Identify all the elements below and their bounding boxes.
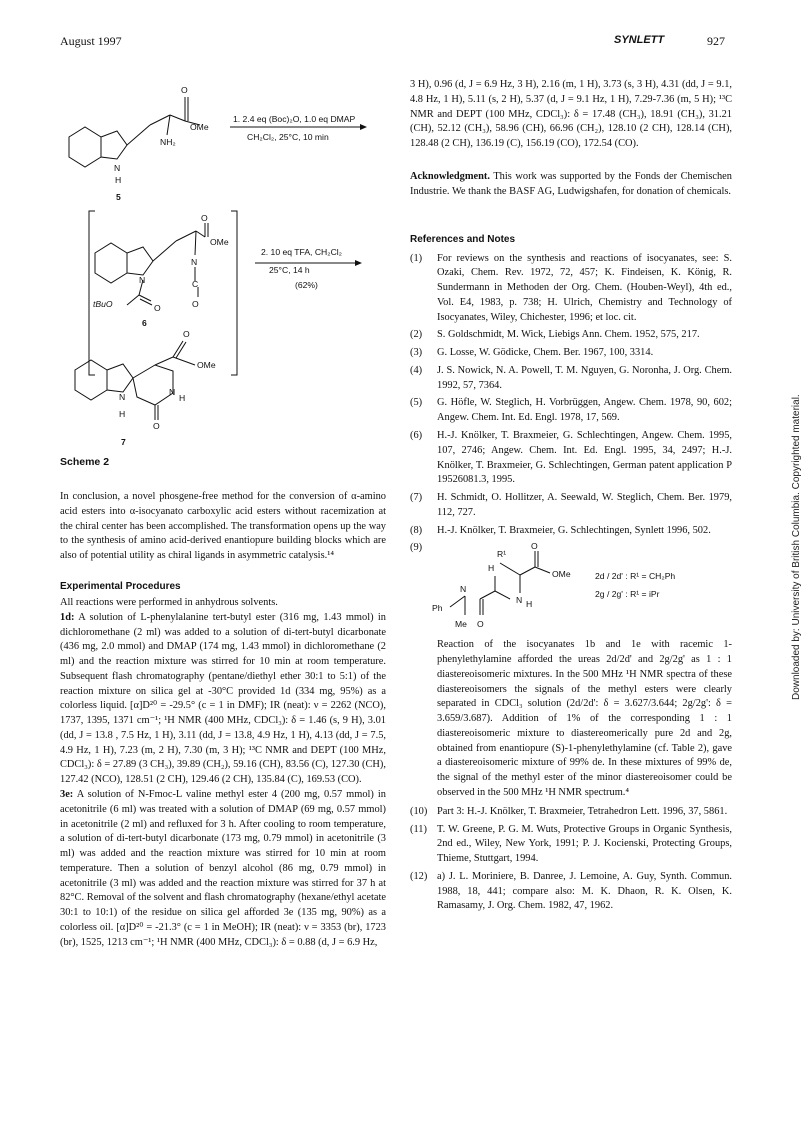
urea-structure bbox=[410, 541, 732, 636]
scheme-caption: Scheme 2 bbox=[60, 456, 110, 468]
compound-5-number: 5 bbox=[116, 192, 121, 202]
compound-5-pyrrole-ring bbox=[101, 131, 127, 159]
c6-o-label: O bbox=[201, 213, 208, 223]
step1-reagents: 1. 2.4 eq (Boc)₂O, 1.0 eq DMAP bbox=[233, 114, 356, 124]
urea-me-label: Me bbox=[455, 619, 467, 630]
acknowledgment-label: Acknowledgment. bbox=[410, 170, 490, 182]
c7-n2-label: N bbox=[169, 387, 176, 397]
acknowledgment bbox=[410, 170, 732, 200]
page-number: 927 bbox=[707, 34, 725, 48]
urea-ph-label: Ph bbox=[432, 603, 443, 614]
reference-item bbox=[410, 364, 732, 394]
note-9-text: Reaction of the isocyanates 1b and 1e with racemic 1-phenylethylamine afforded the ureas 2d/2d' and 2g/2g' as 1 : 1 diastereoisomeric mixtures. In the 500 MHz ¹H NMR spectra of these diastereoisomers the signals of the methyl esters were clearly separated in CDCl₃ solution (2d/2d': δ = 3.627/3.644; 2g/2g': δ = 3.659/3.687). Addition of 1% of the corresponding 1 : 1 diastereoisomeric mixture to diastereomerically pure 2d and 2g, obtained from enantiopure (S)-1-phenylethylamine (cf. Table 2), gave a diastereoisomeric mixture of 99% de. In these mixtures of 99% de, the signal of the methyl ester of the minor diastereoisomer could be observed in the 500 MHz ¹H NMR spectrum.⁴ bbox=[437, 639, 732, 798]
reference-number: (4) bbox=[410, 364, 423, 376]
c5-ome-label: OMe bbox=[190, 122, 209, 132]
reference-item bbox=[410, 396, 732, 426]
reference-item bbox=[410, 524, 732, 539]
reference-item bbox=[410, 328, 732, 343]
urea-o2-label: O bbox=[477, 619, 484, 630]
urea-compound-2g: 2g / 2g' : R¹ = iPr bbox=[595, 589, 660, 600]
reference-number: (11) bbox=[410, 823, 427, 835]
reference-number: (12) bbox=[410, 870, 428, 882]
c6-c-label: C bbox=[192, 279, 199, 289]
reference-text: a) J. L. Moriniere, B. Danree, J. Lemoine, A. Guy, Synth. Commun. 1988, 18, 441; compare also: M. K. Dhaon, R. K. Olsen, K. Ramasamy, J. Org. Chem. 1982, 47, 1962. bbox=[437, 870, 732, 912]
acknowledgment-text: This work was supported by the Fonds der Chemischen Industrie. We thank the BASF AG, Ludwigshafen, for donation of chemicals. bbox=[410, 170, 732, 197]
scheme-2-figure bbox=[55, 75, 390, 450]
c6-n-label: N bbox=[191, 257, 198, 267]
reference-text: T. W. Greene, P. G. M. Wuts, Protective Groups in Organic Synthesis, 2nd ed., Wiley, New York, 1991; P. J. Kocienski, Protecting Groups, Thieme, Stuttgart, 1994. bbox=[437, 823, 732, 865]
conclusion-paragraph: In conclusion, a novel phosgene-free method for the conversion of α-amino acid esters into α-isocyanato carboxylic acid esters without racemization at the chiral center has been accomplished. The transformation opens up the way to the synthesis of amino acid-derived enantiopure building blocks which are also of potential utility as chiral ligands in asymmetric catalysis.¹⁴ bbox=[60, 491, 386, 562]
reference-number: (9) bbox=[410, 542, 423, 554]
reference-number: (1) bbox=[410, 252, 423, 264]
step2-yield: (62%) bbox=[295, 280, 318, 290]
reference-item bbox=[410, 346, 732, 361]
urea-o-label: O bbox=[531, 541, 538, 552]
left-column bbox=[60, 490, 386, 950]
reference-number: (3) bbox=[410, 347, 423, 359]
step2-conditions: 25°C, 14 h bbox=[269, 265, 310, 275]
c5-n-label: N bbox=[114, 163, 121, 173]
procedure-3e-label: 3e: bbox=[60, 788, 74, 800]
reference-text: J. S. Nowick, N. A. Powell, T. M. Nguyen, G. Noronha, J. Org. Chem. 1992, 57, 7364. bbox=[437, 364, 732, 391]
compound-6-benzene-ring bbox=[95, 243, 127, 283]
header-date: August 1997 bbox=[60, 34, 122, 48]
reference-number: (5) bbox=[410, 397, 423, 409]
urea-h-label: H bbox=[488, 563, 495, 574]
journal-name: SYNLETT bbox=[614, 34, 665, 46]
urea-h2-label: H bbox=[526, 599, 533, 610]
urea-ome-label: OMe bbox=[552, 569, 571, 580]
c6-o3-label: O bbox=[154, 303, 161, 313]
experimental-intro: All reactions were performed in anhydrous solvents. bbox=[60, 597, 278, 609]
c7-o-label: O bbox=[183, 329, 190, 339]
c6-o2-label: O bbox=[192, 299, 199, 309]
c5-h-label: H bbox=[115, 175, 122, 185]
step2-reagents: 2. 10 eq TFA, CH₂Cl₂ bbox=[261, 247, 343, 257]
procedure-1d-text: A solution of L-phenylalanine tert-butyl ester (316 mg, 1.43 mmol) in dichloromethane (2 ml) was added to a solution of di-tert-butyl dicarbonate (436 mg, 2.0 mmol) and DMAP (174 mg, 1.43 mmol) in dichloromethane (2 ml) and the reaction mixture was stirred for 10 min at room temperature. Subsequent flash chromatography (pentane/diethyl ether 30:1 to 5:1) of the reaction mixture on silica gel at -30°C provided 1d (334 mg, 95%) as a colorless liquid. [α]D²⁰ = -29.5° (c = 1 in DMF); IR (neat): ν = 2262 (NCO), 1737, 1395, 1371 cm⁻¹; ¹H NMR (400 MHz, CDCl₃): δ = 1.46 (s, 9 H), 3.01 (dd, J = 13.8 , 7.5 Hz, 1 H), 3.11 (dd, J = 13.8, 4.9 Hz, 1 H), 4.13 (dd, J = 7.5, 4.9 Hz, 1 H), 7.23 (m, 2 H), 7.30 (m, 3 H); ¹³C NMR and DEPT (100 MHz, CDCl₃): δ = 27.89 (3 CH₃), 39.89 (CH₂), 59.16 (CH), 83.56 (C), 127.30 (CH), 127.42 (NCO), 128.51 (2 CH), 129.46 (2 CH), 135.84 (C), 169.53 (CO). bbox=[60, 611, 386, 786]
reference-text: G. Losse, W. Gödicke, Chem. Ber. 1967, 100, 3314. bbox=[437, 347, 654, 359]
c7-h2-label: H bbox=[119, 409, 126, 419]
reference-text: H.-J. Knölker, T. Braxmeier, G. Schlechtingen, Synlett 1996, 502. bbox=[437, 524, 711, 536]
experimental-heading: Experimental Procedures bbox=[60, 580, 181, 592]
compound-5-benzene-ring bbox=[69, 127, 101, 167]
reference-item bbox=[410, 429, 732, 488]
compound-7-benzene-ring bbox=[75, 360, 107, 400]
reference-number: (8) bbox=[410, 524, 423, 536]
c5-nh2-label: NH₂ bbox=[160, 137, 176, 147]
c6-ome-label: OMe bbox=[210, 237, 229, 247]
reference-number: (2) bbox=[410, 329, 423, 341]
watermark-text: Downloaded by: University of British Columbia. Copyrighted material. bbox=[791, 394, 802, 700]
right-column bbox=[410, 78, 732, 917]
procedure-3e-text: A solution of N-Fmoc-L valine methyl ester 4 (200 mg, 0.57 mmol) in acetonitrile (6 ml) was treated with a solution of DMAP (69 mg, 0.57 mmol) in acetonitrile (2 ml) and refluxed for 3 h. After cooling to room temperature, a solution of di-tert-butyl dicarbonate (173 mg, 0.79 mmol) in acetonitrile (3 ml) was added and the reaction mixture was stirred for 10 min at room temperature. Then a solution of benzyl alcohol (86 mg, 0.79 mmol) in acetonitrile (3 ml) was added and the reaction mixture was stirred for 37 h at 82°C. Removal of the solvent and flash chromatography (hexane/ethyl acetate 30:1 to 10:1) of the residue on silica gel afforded 3e (135 mg, 90%) as a colorless oil. [α]D²⁰ = -21.3° (c = 1 in MeOH); IR (neat): ν = 3353 (br), 1723 (br), 1525, 1213 cm⁻¹; ¹H NMR (400 MHz, CDCl₃): δ = 0.88 (d, J = 6.9 Hz, bbox=[60, 788, 386, 948]
reference-text: Part 3: H.-J. Knölker, T. Braxmeier, Tetrahedron Lett. 1996, 37, 5861. bbox=[437, 805, 728, 817]
c7-n-label: N bbox=[119, 392, 126, 402]
reference-item bbox=[410, 252, 732, 326]
reference-text: H. Schmidt, O. Hollitzer, A. Seewald, W. Steglich, Chem. Ber. 1979, 112, 727. bbox=[437, 492, 732, 518]
urea-r1-label: R¹ bbox=[497, 549, 507, 560]
reference-text: For reviews on the synthesis and reactions of isocyanates, see: S. Ozaki, Chem. Rev. 1972, 72, 457; K. Findeisen, K. König, R. Sundermann in Methoden der Org. Chem. (Houben-Weyl), 4th ed., Vol. E4, 1983, p. 738; H. Ulrich, Chemistry and Technology of Isocyanates, Wiley, Chichester, 1996; et loc. cit. bbox=[437, 252, 732, 323]
compound-6-number: 6 bbox=[142, 318, 147, 328]
reference-text: S. Goldschmidt, M. Wick, Liebigs Ann. Chem. 1952, 575, 217. bbox=[437, 329, 700, 341]
urea-n2-label: N bbox=[460, 584, 467, 595]
compound-7-number: 7 bbox=[121, 437, 126, 447]
procedure-1d bbox=[60, 611, 386, 788]
reference-text: G. Höfle, W. Steglich, H. Vorbrüggen, Angew. Chem. 1978, 90, 602; Angew. Chem. Int. Ed. Engl. 1978, 17, 569. bbox=[437, 397, 732, 424]
download-watermark bbox=[778, 345, 802, 700]
procedure-3e-continued: 3 H), 0.96 (d, J = 6.9 Hz, 3 H), 2.16 (m, 1 H), 3.73 (s, 3 H), 4.31 (dd, J = 9.1, 4.8 Hz, 1 H), 5.11 (s, 2 H), 5.37 (d, J = 9.1 Hz, 1 H), 7.29-7.36 (m, 5 H); ¹³C NMR and DEPT (100 MHz, CDCl₃): δ = 17.48 (CH₃), 18.91 (CH₃), 31.21 (CH), 52.12 (CH₃), 58.96 (CH), 66.96 (CH₂), 128.10 (2 CH), 128.14 (CH), 128.48 (2 CH), 136.19 (C), 156.19 (CO), 172.54 (CO). bbox=[410, 79, 732, 150]
procedure-1d-label: 1d: bbox=[60, 611, 75, 623]
urea-n-label: N bbox=[516, 595, 523, 606]
reference-number: (6) bbox=[410, 429, 423, 441]
c5-o-label: O bbox=[181, 85, 188, 95]
step1-conditions: CH₂Cl₂, 25°C, 10 min bbox=[247, 132, 329, 142]
urea-compound-2d: 2d / 2d' : R¹ = CH₂Ph bbox=[595, 571, 676, 582]
reference-number: (7) bbox=[410, 492, 423, 504]
references-heading: References and Notes bbox=[410, 234, 516, 246]
reference-item bbox=[410, 823, 732, 867]
reference-item bbox=[410, 491, 732, 521]
procedure-3e bbox=[60, 788, 386, 950]
reference-number: (10) bbox=[410, 805, 428, 817]
reference-item bbox=[410, 870, 732, 914]
c6-n2-label: N bbox=[139, 275, 146, 285]
c7-h-label: H bbox=[179, 393, 186, 403]
references-list bbox=[410, 252, 732, 554]
c6-tbuo-label: tBuO bbox=[93, 299, 113, 309]
reference-item bbox=[410, 805, 732, 820]
references-list-continued bbox=[410, 805, 732, 914]
c7-o2-label: O bbox=[153, 421, 160, 431]
reference-text: H.-J. Knölker, T. Braxmeier, G. Schlechtingen, Angew. Chem. 1995, 107, 2746; Angew. Chem. Int. Ed. Engl. 1995, 34, 2497; H.-J. Knölker, T. Braxmeier, G. Schlechtingen, German patent application P 19526081.3, 1995. bbox=[437, 429, 732, 486]
c7-ome-label: OMe bbox=[197, 360, 216, 370]
